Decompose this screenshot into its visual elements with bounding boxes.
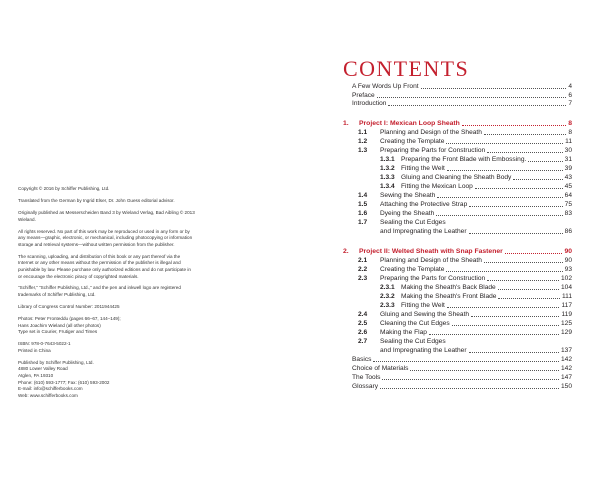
imprint-line: Web: www.schifferbooks.com [18, 392, 78, 398]
contents-title: CONTENTS [343, 56, 470, 81]
imprint-paragraph [18, 285, 288, 298]
contents-page [300, 0, 600, 502]
dot-leader [421, 88, 567, 89]
toc-title: The Tools [352, 374, 381, 381]
toc-page-number: 6 [568, 91, 572, 99]
toc-page-number: 8 [568, 128, 572, 136]
dot-leader [447, 307, 560, 308]
toc-page-number: 129 [560, 328, 572, 336]
toc-page-number: 8 [568, 119, 572, 127]
imprint-line: trademarks of Schiffer Publishing, Ltd. [18, 292, 96, 298]
toc-page-number: 102 [560, 274, 572, 282]
dot-leader [388, 105, 566, 106]
toc-entry [352, 364, 572, 373]
toc-number: 1.3.2 [380, 164, 395, 172]
dot-leader [377, 97, 567, 98]
toc-page-number: 137 [560, 346, 572, 354]
imprint-paragraph [18, 316, 288, 336]
imprint-paragraph [18, 229, 288, 249]
toc-title: Fitting the Welt [401, 164, 445, 172]
toc-page-number: 111 [561, 292, 572, 300]
toc-entry [352, 99, 572, 108]
toc-title: Sealing the Cut Edges [380, 218, 446, 226]
toc-page-number: 142 [560, 356, 572, 363]
dot-leader [484, 262, 563, 263]
dot-leader [382, 379, 559, 380]
imprint-paragraph [18, 304, 288, 311]
toc-page-number: 31 [564, 155, 572, 163]
toc-entry [380, 173, 572, 182]
toc-page-number: 39 [564, 164, 572, 172]
toc-title: Glossary [352, 383, 379, 390]
toc-entry [358, 191, 572, 200]
toc-page-number: 150 [560, 383, 572, 390]
dot-leader [429, 334, 559, 335]
toc-entry [358, 328, 572, 337]
toc-entry [380, 182, 572, 191]
toc-number: 2.3.2 [380, 292, 395, 300]
dot-leader [487, 152, 562, 153]
toc-entry [358, 274, 572, 283]
toc-title: Fitting the Welt [401, 301, 445, 309]
imprint-line: Copyright © 2016 by Schiffer Publishing, Ltd. [18, 186, 110, 191]
toc-entry [358, 227, 572, 236]
toc-entry [358, 337, 572, 346]
toc-title: Choice of Materials [352, 365, 409, 372]
toc-entry [358, 200, 572, 209]
imprint-line: The scanning, uploading, and distribution of this book or any part thereof via the [18, 253, 181, 259]
toc-entry [358, 146, 572, 155]
toc-entry [380, 164, 572, 173]
toc-title: A Few Words Up Front [352, 83, 419, 90]
toc-entry [358, 209, 572, 218]
toc-number: 2.3.3 [380, 301, 395, 309]
toc-page-number: 125 [560, 319, 572, 327]
imprint-line: storage and retrieval systems—without written permission from the publisher. [18, 241, 175, 247]
toc-entry [358, 137, 572, 146]
toc-title: Basics [352, 356, 372, 363]
toc-number: 1.5 [358, 200, 368, 208]
toc-title: Planning and Design of the Sheath [380, 256, 482, 264]
toc-number: 1.4 [358, 191, 368, 199]
toc-entry [343, 247, 572, 256]
toc-page-number: 90 [564, 256, 572, 264]
toc-page-number: 45 [564, 182, 572, 190]
dot-leader [436, 215, 562, 216]
toc-title: Fitting the Mexican Loop [401, 182, 473, 190]
toc-title: Project I: Mexican Loop Sheath [359, 119, 460, 127]
toc-title: Project II: Welted Sheath with Snap Fastener [359, 247, 503, 255]
toc-number: 2.6 [358, 328, 368, 336]
imprint-line: Library of Congress Control Number: 2011944425 [18, 304, 120, 310]
toc-page-number: 147 [560, 374, 572, 381]
toc-title: Sealing the Cut Edges [380, 337, 446, 345]
imprint-paragraph [18, 360, 288, 400]
toc-entry [352, 355, 572, 364]
toc-entry [358, 319, 572, 328]
imprint-line: Photos: Peter Fronteddu (pages 66–67, 144–149); [18, 316, 121, 322]
dot-leader [513, 179, 562, 180]
imprint-line: or encourage the electronic piracy of copyrighted materials. [18, 273, 139, 279]
toc-entry [380, 292, 572, 301]
toc-number: 2.3.1 [380, 283, 395, 291]
dot-leader [446, 143, 563, 144]
toc-number: 2.3 [358, 274, 368, 282]
toc-number: 2.5 [358, 319, 368, 327]
imprint-paragraph [18, 198, 288, 205]
dot-leader [452, 325, 559, 326]
imprint-line: All rights reserved. No part of this work may be reproduced or used in any form or by [18, 228, 190, 234]
toc-title: Preparing the Parts for Construction [380, 146, 486, 154]
imprint-line: ISBN: 978-0-7643-5022-1 [18, 341, 71, 347]
toc-page-number: 4 [568, 83, 572, 90]
dot-leader [380, 388, 559, 389]
imprint-line: Hans Joachim Wieland (all other photos) [18, 322, 101, 328]
toc-page-number: 86 [564, 227, 572, 235]
imprint-line: 4880 Lower Valley Road [18, 366, 68, 372]
imprint-paragraph [18, 341, 288, 354]
toc-title: Cleaning the Cut Edges [380, 319, 450, 327]
dot-leader [437, 197, 562, 198]
imprint-line: Originally published as Messerscheiden Band 3 by Wieland Verlag, Bad Aibling © 2013 [18, 209, 195, 215]
imprint-line: Printed in China [18, 347, 51, 353]
toc-number: 2. [343, 247, 349, 255]
toc-title: Preface [352, 91, 375, 99]
toc-entry [358, 346, 572, 355]
dot-leader [475, 188, 563, 189]
dot-leader [447, 170, 563, 171]
toc-entry [343, 119, 572, 128]
toc-page-number: 75 [564, 200, 572, 208]
dot-leader [528, 161, 562, 162]
toc-page-number: 93 [564, 265, 572, 273]
toc-entry [380, 301, 572, 310]
toc-entry [358, 265, 572, 274]
imprint-line: Published by Schiffer Publishing, Ltd. [18, 359, 94, 365]
toc-number: 2.1 [358, 256, 368, 264]
toc-title: Introduction [352, 100, 387, 107]
dot-leader [505, 253, 563, 254]
toc-page-number: 43 [564, 173, 572, 181]
toc-title: Preparing the Parts for Construction [380, 274, 486, 282]
toc-page-number: 119 [561, 310, 572, 318]
imprint-paragraph [18, 254, 288, 280]
dot-leader [484, 134, 566, 135]
toc-title: Preparing the Front Blade with Embossing. [401, 155, 527, 163]
toc-entry [358, 218, 572, 227]
toc-number: 2.7 [358, 337, 368, 345]
imprint-line: Type set in Courier, Frutiger and Times [18, 329, 98, 335]
imprint-line: E-mail: info@schifferbooks.com [18, 386, 83, 392]
dot-leader [469, 233, 563, 234]
dot-leader [471, 316, 559, 317]
toc-title: Making the Sheath's Front Blade [401, 292, 497, 300]
toc-page-number: 11 [565, 137, 572, 145]
toc-page-number: 83 [564, 209, 572, 217]
toc-title: Creating the Template [380, 137, 445, 145]
toc-page-number: 7 [568, 100, 572, 107]
toc-title: Attaching the Protective Strap [380, 200, 468, 208]
toc-title: and Impregnating the Leather [380, 346, 467, 354]
toc-title: Making the Flap [380, 328, 427, 336]
toc-page-number: 142 [560, 365, 572, 372]
toc-entry [358, 256, 572, 265]
toc-entry [352, 382, 572, 391]
imprint-line: Translated from the German by Ingrid Elser, Dr. John Guess editorial advisor. [18, 197, 175, 203]
toc-number: 1.6 [358, 209, 368, 217]
toc-number: 2.2 [358, 265, 368, 273]
toc-number: 1.2 [358, 137, 368, 145]
toc-number: 1.3 [358, 146, 368, 154]
toc-title: Planning and Design of the Sheath [380, 128, 482, 136]
toc-number: 1.7 [358, 218, 368, 226]
toc-page-number: 64 [564, 191, 572, 199]
dot-leader [498, 289, 559, 290]
toc-number: 1. [343, 119, 349, 127]
toc-title: Making the Sheath's Back Blade [401, 283, 496, 291]
toc-title: Gluing and Sewing the Sheath [380, 310, 470, 318]
toc-entry [358, 310, 572, 319]
toc-page-number: 30 [564, 146, 572, 154]
imprint-line: Phone: (610) 593-1777; Fax: (610) 593-2002 [18, 379, 110, 385]
dot-leader [373, 361, 559, 362]
imprint-paragraph [18, 186, 288, 193]
dot-leader [469, 206, 562, 207]
toc-number: 1.3.3 [380, 173, 395, 181]
imprint-line: punishable by law. Please purchase only authorized editions and do not participate in [18, 266, 191, 272]
imprint-line: "Schiffer," "Schiffer Publishing, Ltd.," and the pen and inkwell logo are registered [18, 285, 181, 291]
toc-entry [380, 283, 572, 292]
toc-number: 1.3.4 [380, 182, 395, 190]
toc-title: Dyeing the Sheath [380, 209, 435, 217]
toc-page-number: 117 [561, 301, 572, 309]
toc-title: Gluing and Cleaning the Sheath Body [401, 173, 512, 181]
toc-number: 1.1 [358, 128, 368, 136]
copyright-block [18, 186, 288, 405]
imprint-line: Internet or any other means without the permission of the publisher is illegal and [18, 260, 181, 266]
toc-entry [380, 155, 572, 164]
dot-leader [487, 280, 559, 281]
imprint-line: Wieland. [18, 216, 36, 222]
dot-leader [446, 271, 562, 272]
toc-number: 2.4 [358, 310, 368, 318]
dot-leader [410, 370, 559, 371]
toc-title: Sewing the Sheath [380, 191, 436, 199]
toc-entry [352, 373, 572, 382]
imprint-line: any means—graphic, electronic, or mechanical, including photocopying or information [18, 235, 193, 241]
toc-title: Creating the Template [380, 265, 445, 273]
toc-title: and Impregnating the Leather [380, 227, 467, 235]
toc-page-number: 104 [560, 283, 572, 291]
toc-entry [358, 128, 572, 137]
imprint-line: Atglen, PA 19310 [18, 372, 54, 378]
toc-number: 1.3.1 [380, 155, 395, 163]
dot-leader [469, 352, 559, 353]
dot-leader [498, 298, 560, 299]
dot-leader [462, 125, 566, 126]
toc-page-number: 90 [564, 247, 572, 255]
imprint-paragraph [18, 210, 288, 223]
